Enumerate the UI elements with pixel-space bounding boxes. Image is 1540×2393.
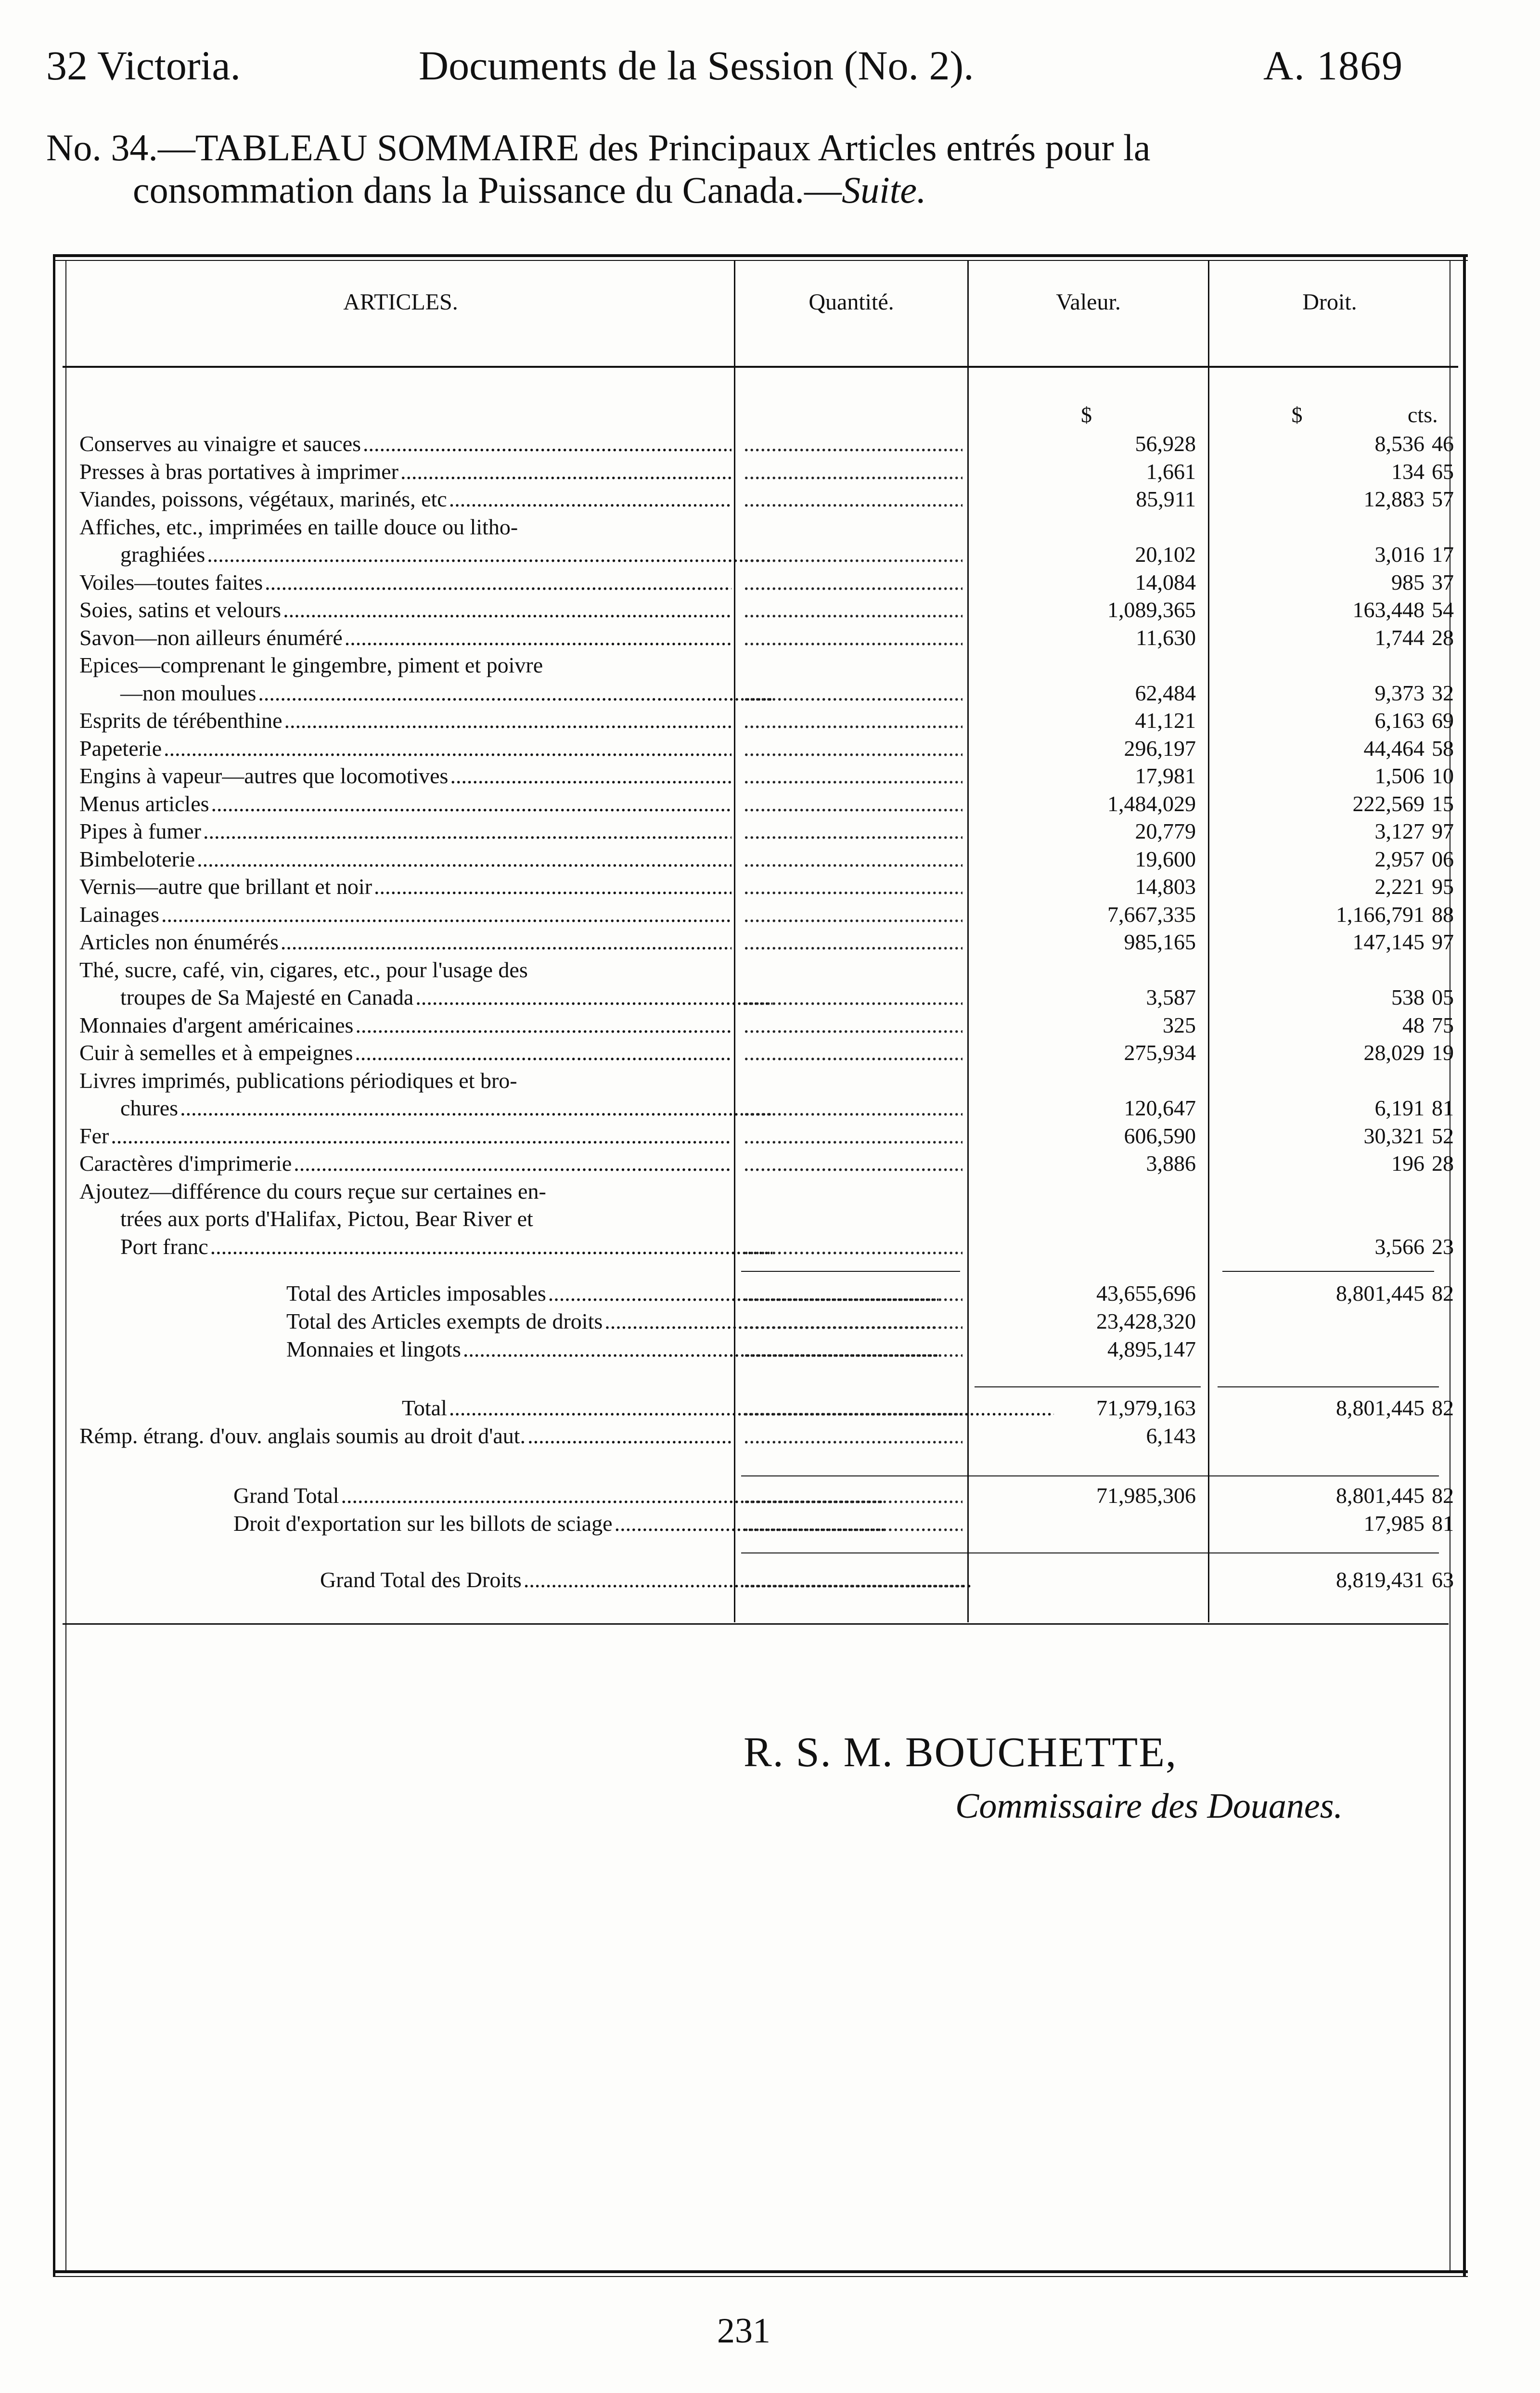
total-label: Total des Articles imposables .....	[79, 1281, 938, 1306]
quantity-cell	[744, 1012, 962, 1038]
header-bottom-rule	[63, 366, 1458, 368]
duty-cents-cell: 95	[1432, 874, 1454, 899]
total-value-cell: 4,895,147	[1107, 1337, 1196, 1361]
duty-cents-cell: 58	[1432, 736, 1454, 761]
total-sep-4	[741, 1552, 1439, 1553]
value-cell: 20,779	[1135, 819, 1196, 843]
quantity-cell	[744, 791, 962, 816]
total-duty-cents-cell: 82	[1432, 1396, 1454, 1420]
table-row	[0, 1068, 1540, 1095]
article-cell: Presses à bras portatives à imprimer .....	[79, 459, 732, 484]
table-row	[0, 1123, 1540, 1150]
total-duty-cents-cell: 82	[1432, 1281, 1454, 1306]
article-cell: Articles non énumérés .....	[79, 929, 732, 955]
duty-cents-cell: 28	[1432, 625, 1454, 650]
value-cell: 985,165	[1124, 930, 1196, 954]
table-title-line1: No. 34.—TABLEAU SOMMAIRE des Principaux Articles entrés pour la	[46, 127, 1151, 168]
quantity-cell	[744, 984, 962, 1010]
article-cell: Epices—comprenant le gingembre, piment et poivre	[79, 653, 543, 677]
total-label: Grand Total .....	[79, 1483, 886, 1508]
quantity-cell	[744, 625, 962, 650]
quantity-cell	[744, 1567, 962, 1592]
article-cell: Viandes, poissons, végétaux, marinés, etc .....	[79, 486, 732, 512]
table-row	[0, 763, 1540, 790]
total-sep-valeur-1	[741, 1271, 960, 1272]
article-cell: Savon—non ailleurs énuméré .....	[79, 625, 732, 650]
article-cell: Cuir à semelles et à empeignes .....	[79, 1040, 732, 1065]
quantity-cell	[744, 1511, 962, 1536]
quantity-cell	[744, 1423, 962, 1449]
quantity-cell	[744, 680, 962, 706]
quantity-cell	[744, 1395, 962, 1421]
duty-cents-cell: 28	[1432, 1151, 1454, 1176]
duty-cents-cell: 17	[1432, 542, 1454, 567]
article-cell: Thé, sucre, café, vin, cigares, etc., pour l'usage des	[79, 957, 528, 982]
quantity-cell	[744, 1234, 962, 1259]
quantity-cell	[744, 1123, 962, 1149]
table-row	[0, 874, 1540, 901]
value-cell: 7,667,335	[1107, 902, 1196, 927]
duty-cents-cell: 88	[1432, 902, 1454, 927]
total-row	[0, 1281, 1540, 1307]
total-row	[0, 1395, 1540, 1422]
duty-cents-cell: 97	[1432, 930, 1454, 954]
quantity-cell	[744, 486, 962, 512]
col-header-droit: Droit.	[1302, 289, 1357, 315]
table-row	[0, 459, 1540, 486]
duty-cents-cell: 69	[1432, 708, 1454, 733]
total-label: Rémp. étrang. d'ouv. anglais soumis au droit d'aut. .....	[79, 1423, 732, 1449]
duty-cents-cell: 52	[1432, 1123, 1454, 1148]
quantity-cell	[744, 763, 962, 789]
duty-dollars-cell: 48	[1402, 1012, 1424, 1037]
article-cell: Vernis—autre que brillant et noir .....	[79, 874, 732, 899]
duty-dollars-cell: 2,221	[1374, 874, 1424, 899]
duty-cents-cell: 46	[1432, 431, 1454, 456]
table-row	[0, 791, 1540, 818]
duty-dollars-cell: 222,569	[1352, 791, 1424, 816]
quantity-cell	[744, 1281, 962, 1306]
table-row	[0, 1095, 1540, 1122]
value-cell: 17,981	[1135, 763, 1196, 788]
duty-dollars-cell: 1,166,791	[1336, 902, 1424, 927]
total-duty-cents-cell: 82	[1432, 1483, 1454, 1508]
duty-dollars-cell: 28,029	[1363, 1040, 1424, 1065]
value-cell: 56,928	[1135, 431, 1196, 456]
unit-droit-cents: cts.	[1408, 402, 1438, 427]
article-cell: Port franc .....	[79, 1234, 772, 1259]
duty-cents-cell: 23	[1432, 1234, 1454, 1259]
running-header-right: A. 1869	[1263, 42, 1404, 89]
total-sep-valeur-2	[975, 1386, 1201, 1387]
total-duty-dollars-cell: 8,801,445	[1336, 1483, 1424, 1508]
total-duty-dollars-cell: 8,801,445	[1336, 1396, 1424, 1420]
total-sep-droit-1	[1222, 1271, 1434, 1272]
total-row	[0, 1423, 1540, 1450]
quantity-cell	[744, 431, 962, 456]
col-header-valeur: Valeur.	[1056, 289, 1121, 315]
quantity-cell	[744, 597, 962, 622]
table-row	[0, 1234, 1540, 1261]
col-header-quantite: Quantité.	[808, 289, 894, 315]
page-number: 231	[717, 2311, 770, 2351]
duty-cents-cell: 81	[1432, 1096, 1454, 1120]
quantity-cell	[744, 1308, 962, 1334]
quantity-cell	[744, 1040, 962, 1065]
unit-valeur: $	[1081, 402, 1092, 427]
article-cell: Monnaies d'argent américaines .....	[79, 1012, 732, 1038]
table-row	[0, 929, 1540, 956]
duty-cents-cell: 65	[1432, 459, 1454, 484]
total-row	[0, 1308, 1540, 1335]
value-cell: 325	[1163, 1012, 1196, 1037]
value-cell: 606,590	[1124, 1123, 1196, 1148]
value-cell: 120,647	[1124, 1096, 1196, 1120]
article-cell: Livres imprimés, publications périodiques et bro-	[79, 1068, 517, 1093]
duty-dollars-cell: 8,536	[1374, 431, 1424, 456]
total-value-cell: 23,428,320	[1096, 1309, 1196, 1333]
value-cell: 14,084	[1135, 569, 1196, 595]
article-cell: chures .....	[79, 1095, 772, 1121]
value-cell: 19,600	[1135, 846, 1196, 871]
total-sep-3	[741, 1475, 1439, 1476]
total-row	[0, 1483, 1540, 1510]
quantity-cell	[744, 569, 962, 595]
table-row	[0, 957, 1540, 984]
duty-dollars-cell: 6,163	[1374, 708, 1424, 733]
article-cell: graghiées .....	[79, 542, 772, 567]
total-duty-dollars-cell: 8,819,431	[1336, 1567, 1424, 1592]
total-duty-cents-cell: 63	[1432, 1567, 1454, 1592]
total-row	[0, 1336, 1540, 1363]
duty-cents-cell: 37	[1432, 569, 1454, 595]
article-cell: Ajoutez—différence du cours reçue sur certaines en-	[79, 1178, 546, 1203]
total-label: Total .....	[79, 1395, 1054, 1421]
table-row	[0, 625, 1540, 652]
total-row	[0, 1511, 1540, 1538]
table-row	[0, 818, 1540, 845]
value-cell: 1,484,029	[1107, 791, 1196, 816]
quantity-cell	[744, 1336, 962, 1362]
duty-dollars-cell: 134	[1391, 459, 1424, 484]
table-body-end-rule	[63, 1623, 1449, 1625]
table-title-text: consommation dans la Puissance du Canada.—	[133, 169, 842, 211]
col-header-articles: ARTICLES.	[343, 289, 458, 315]
duty-cents-cell: 19	[1432, 1040, 1454, 1065]
quantity-cell	[744, 929, 962, 955]
total-label: Droit d'exportation sur les billots de sciage .....	[79, 1511, 886, 1536]
running-header-center: Documents de la Session (No. 2).	[419, 42, 974, 89]
duty-dollars-cell: 12,883	[1363, 487, 1424, 511]
quantity-cell	[744, 846, 962, 872]
units-row	[0, 402, 1540, 429]
article-cell: Conserves au vinaigre et sauces .....	[79, 431, 732, 456]
value-cell: 3,886	[1146, 1151, 1196, 1176]
quantity-cell	[744, 818, 962, 844]
duty-dollars-cell: 538	[1391, 985, 1424, 1009]
article-cell: Pipes à fumer .....	[79, 818, 732, 844]
table-top-rule	[53, 254, 1468, 257]
article-cell: Lainages .....	[79, 902, 732, 927]
article-cell: Voiles—toutes faites .....	[79, 569, 732, 595]
table-title-suite: Suite.	[842, 169, 926, 211]
quantity-cell	[744, 736, 962, 761]
duty-dollars-cell: 1,744	[1374, 625, 1424, 650]
total-value-cell: 71,985,306	[1096, 1483, 1196, 1508]
article-cell: trées aux ports d'Halifax, Pictou, Bear River et	[120, 1206, 533, 1231]
running-header-left: 32 Victoria.	[46, 42, 241, 89]
total-row	[0, 1567, 1540, 1594]
duty-cents-cell: 57	[1432, 487, 1454, 511]
duty-dollars-cell: 3,566	[1374, 1234, 1424, 1259]
article-cell: —non moulues .....	[79, 680, 772, 706]
value-cell: 1,661	[1146, 459, 1196, 484]
duty-dollars-cell: 30,321	[1363, 1123, 1424, 1148]
table-row	[0, 652, 1540, 679]
unit-droit-dollars: $	[1291, 402, 1303, 427]
value-cell: 11,630	[1136, 625, 1196, 650]
quantity-cell	[744, 902, 962, 927]
article-cell: Engins à vapeur—autres que locomotives .....	[79, 763, 732, 789]
duty-dollars-cell: 2,957	[1374, 846, 1424, 871]
article-cell: Soies, satins et velours .....	[79, 597, 732, 622]
duty-cents-cell: 97	[1432, 819, 1454, 843]
table-row	[0, 846, 1540, 873]
value-cell: 296,197	[1124, 736, 1196, 761]
quantity-cell	[744, 459, 962, 484]
table-row	[0, 1206, 1540, 1233]
table-row	[0, 514, 1540, 541]
table-top-rule-thin	[53, 260, 1468, 261]
quantity-cell	[744, 1483, 962, 1508]
value-cell: 3,587	[1146, 985, 1196, 1009]
table-row	[0, 431, 1540, 458]
duty-cents-cell: 75	[1432, 1012, 1454, 1037]
quantity-cell	[744, 1095, 962, 1121]
table-row	[0, 1040, 1540, 1067]
total-value-cell: 43,655,696	[1096, 1281, 1196, 1306]
table-row	[0, 569, 1540, 596]
table-row	[0, 486, 1540, 513]
value-cell: 20,102	[1135, 542, 1196, 567]
total-label: Grand Total des Droits .....	[79, 1567, 972, 1592]
value-cell: 85,911	[1136, 487, 1196, 511]
total-duty-dollars-cell: 17,985	[1363, 1511, 1424, 1536]
duty-dollars-cell: 196	[1391, 1151, 1424, 1176]
article-cell: Fer .....	[79, 1123, 732, 1149]
quantity-cell	[744, 708, 962, 733]
quantity-cell	[744, 874, 962, 899]
duty-dollars-cell: 985	[1391, 569, 1424, 595]
duty-dollars-cell: 44,464	[1363, 736, 1424, 761]
quantity-cell	[744, 1151, 962, 1176]
duty-cents-cell: 54	[1432, 597, 1454, 622]
value-cell: 41,121	[1135, 708, 1196, 733]
table-row	[0, 708, 1540, 735]
duty-dollars-cell: 1,506	[1374, 763, 1424, 788]
article-cell: Menus articles .....	[79, 791, 732, 816]
article-cell: Affiches, etc., imprimées en taille douce ou litho-	[79, 514, 518, 539]
value-cell: 62,484	[1135, 680, 1196, 705]
total-duty-dollars-cell: 8,801,445	[1336, 1281, 1424, 1306]
article-cell: Bimbeloterie .....	[79, 846, 732, 872]
duty-dollars-cell: 163,448	[1352, 597, 1424, 622]
duty-cents-cell: 05	[1432, 985, 1454, 1009]
table-bottom-rule-thin	[53, 2276, 1468, 2277]
total-sep-droit-2	[1218, 1386, 1439, 1387]
total-label: Monnaies et lingots .....	[79, 1336, 938, 1362]
table-row	[0, 680, 1540, 707]
article-cell: Caractères d'imprimerie .....	[79, 1151, 732, 1176]
duty-cents-cell: 32	[1432, 680, 1454, 705]
value-cell: 275,934	[1124, 1040, 1196, 1065]
article-cell: Papeterie .....	[79, 736, 732, 761]
value-cell: 14,803	[1135, 874, 1196, 899]
table-row	[0, 597, 1540, 624]
table-title-line2	[133, 168, 926, 212]
duty-dollars-cell: 9,373	[1374, 680, 1424, 705]
article-cell: Esprits de térébenthine .....	[79, 708, 732, 733]
table-row	[0, 902, 1540, 929]
total-label: Total des Articles exempts de droits .....	[79, 1308, 938, 1334]
table-bottom-rule	[53, 2270, 1468, 2273]
duty-dollars-cell: 6,191	[1374, 1096, 1424, 1120]
duty-cents-cell: 06	[1432, 846, 1454, 871]
table-row	[0, 1178, 1540, 1205]
signatory-title: Commissaire des Douanes.	[955, 1786, 1343, 1826]
quantity-cell	[744, 542, 962, 567]
value-cell: 1,089,365	[1107, 597, 1196, 622]
table-row	[0, 984, 1540, 1011]
duty-cents-cell: 10	[1432, 763, 1454, 788]
total-value-cell: 6,143	[1146, 1423, 1196, 1448]
table-row	[0, 542, 1540, 569]
duty-dollars-cell: 3,016	[1374, 542, 1424, 567]
duty-cents-cell: 15	[1432, 791, 1454, 816]
signatory-name: R. S. M. BOUCHETTE,	[744, 1729, 1177, 1776]
total-duty-cents-cell: 81	[1432, 1511, 1454, 1536]
duty-dollars-cell: 147,145	[1352, 930, 1424, 954]
table-row	[0, 1012, 1540, 1039]
table-row	[0, 1151, 1540, 1177]
duty-dollars-cell: 3,127	[1374, 819, 1424, 843]
article-cell: troupes de Sa Majesté en Canada .....	[79, 984, 772, 1010]
table-row	[0, 736, 1540, 763]
total-value-cell: 71,979,163	[1096, 1396, 1196, 1420]
